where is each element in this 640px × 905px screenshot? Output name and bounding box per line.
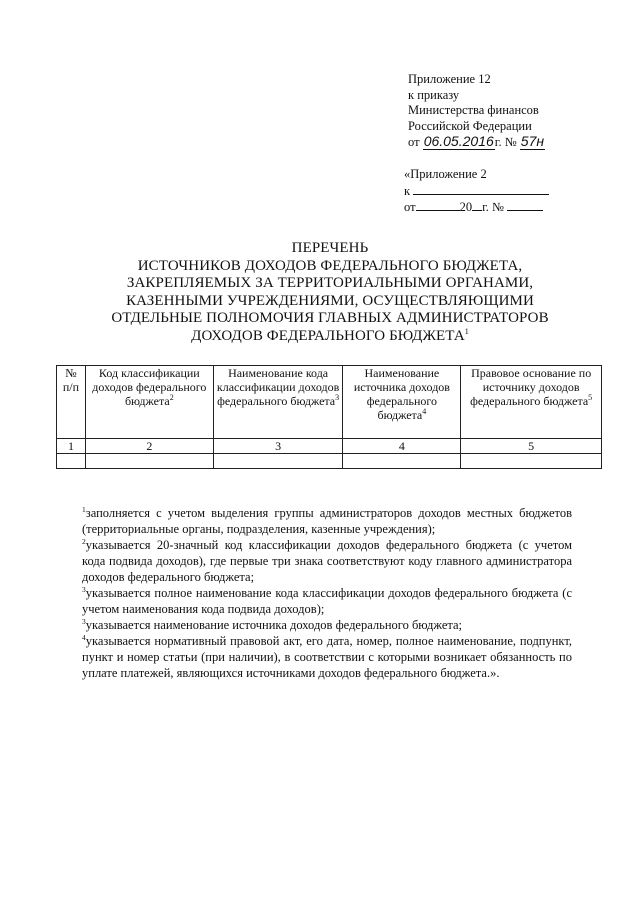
table-row (57, 439, 602, 454)
header-cell: Правовое основание по источнику доходов федерального бюджета$^5$ (461, 366, 602, 439)
table-row (57, 454, 602, 469)
footnote-ref: 1 (464, 326, 469, 336)
title-line: ОТДЕЛЬНЫЕ ПОЛНОМОЧИЯ ГЛАВНЫХ АДМИНИСТРАТОРОВ (111, 310, 549, 326)
footnote: $^2$указывается 20-значный код классификации доходов федерального бюджета (с учетом кода подвида доходов), где первые три знака соответствуют коду главного администратора доходов федерального бюджета; (82, 536, 572, 584)
document-title (60, 240, 600, 345)
handwritten-order-number: 57н (520, 133, 545, 149)
blank-line (416, 199, 460, 211)
table-cell (85, 454, 213, 469)
table-cell (461, 454, 602, 469)
table-cell (57, 454, 86, 469)
appendix-date-line (408, 134, 545, 151)
blank-line (413, 183, 549, 195)
title-line: ПЕРЕЧЕНЬ (291, 240, 369, 256)
title-line: КАЗЕННЫМИ УЧРЕЖДЕНИЯМИ, ОСУЩЕСТВЛЯЮЩИМИ (126, 292, 534, 309)
appendix-order-line: к приказу (408, 87, 460, 102)
blank-line (507, 199, 543, 211)
appendix-country-line: Российской Федерации (408, 118, 532, 133)
date-suffix: г. № (494, 135, 517, 149)
header-cell: Код классификации доходов федерального бюджета$^2$ (85, 366, 213, 439)
appendix2-order-line: к (404, 183, 549, 200)
title-line: ИСТОЧНИКОВ ДОХОДОВ ФЕДЕРАЛЬНОГО БЮДЖЕТА, (137, 257, 523, 274)
table-cell: 3 (213, 439, 343, 454)
footnote: $^4$указывается нормативный правовой акт, его дата, номер, полное наименование, подпункт, пункт и номер статьи (при наличии), в соответствии с которыми возникает обязанность по уплате платежей, являющихся источниками доходов федерального бюджета.». (82, 632, 572, 680)
footnote: $^3$указывается наименование источника доходов федерального бюджета; (82, 616, 463, 632)
title-line: ДОХОДОВ ФЕДЕРАЛЬНОГО БЮДЖЕТА$^1$ (191, 326, 469, 344)
blank-line (472, 199, 482, 211)
footnote: $^1$заполняется с учетом выделения группы администраторов доходов местных бюджетов (территориальные органы, подразделения, казенные учреждения); (82, 504, 572, 536)
appendix-title: Приложение 12 (408, 72, 491, 86)
appendix2-title: «Приложение 2 (404, 167, 487, 181)
appendix-ministry-line: Министерства финансов (408, 103, 539, 117)
table-cell: 5 (461, 439, 602, 454)
footnotes (82, 505, 572, 681)
table-header-row (57, 366, 602, 439)
table-cell: 1 (57, 439, 86, 454)
footnote: $^3$указывается полное наименование кода классификации доходов федерального бюджета (с учетом наименования кода подвида доходов); (82, 584, 572, 616)
date-prefix: от (408, 135, 420, 149)
title-line: ЗАКРЕПЛЯЕМЫХ ЗА ТЕРРИТОРИАЛЬНЫМИ ОРГАНАМИ, (126, 275, 534, 291)
table-cell: 4 (343, 439, 461, 454)
table-cell (213, 454, 343, 469)
header-cell: Наименование источника доходов федерального бюджета$^4$ (343, 366, 461, 439)
appendix-header (408, 72, 545, 151)
table-cell: 2 (85, 439, 213, 454)
header-cell: Наименование кода классификации доходов федерального бюджета$^3$ (213, 366, 343, 439)
sources-table (56, 365, 602, 469)
handwritten-date: 06.05.2016 (423, 133, 494, 149)
table-cell (343, 454, 461, 469)
appendix2-header (404, 167, 549, 216)
header-cell: № п/п (57, 366, 86, 439)
appendix2-date-line: от 20 г. № (404, 199, 549, 216)
